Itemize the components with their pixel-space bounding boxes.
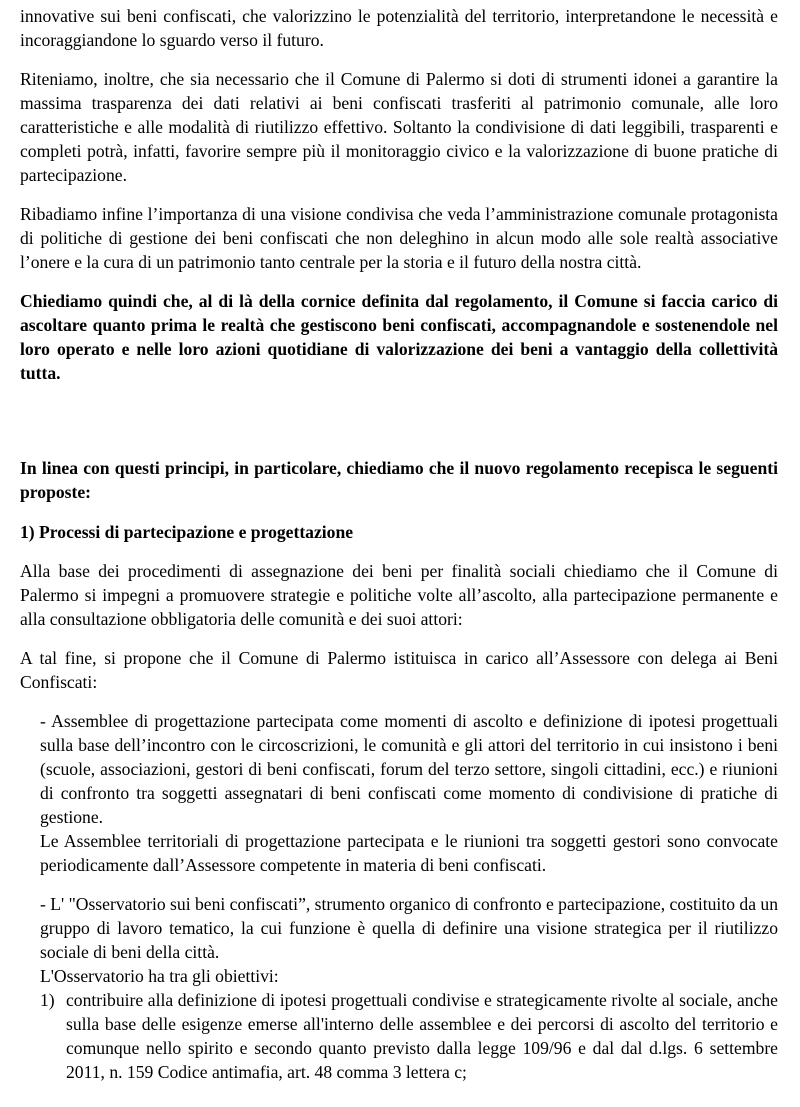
paragraph-visione: Ribadiamo infine l’importanza di una visione condivisa che veda l’amministrazione comunale protagonista di politiche di gestione dei beni confiscati che non deleghino in alcun modo alle sole realtà associative l’onere e la cura di un patrimonio tanto centrale per la storia e il futuro della nostra città.	[20, 204, 778, 272]
paragraph-osservatorio: - L' "Osservatorio sui beni confiscati”, strumento organico di confronto e partecipazione, costituito da un gruppo di lavoro tematico, la cui funzione è quella di definire una visione strategica per il riutilizzo sociale di beni della città.	[40, 894, 779, 962]
paragraph-intro-tail: innovative sui beni confiscati, che valorizzino le potenzialità del territorio, interpretandone le necessità e incoraggiandone lo sguardo verso il futuro.	[20, 6, 778, 50]
paragraph-assemblee: - Assemblee di progettazione partecipata come momenti di ascolto e definizione di ipotesi progettuali sulla base dell’incontro con le circoscrizioni, le comunità e gli attori del territorio in cui insistono i beni (scuole, associazioni, gestori di beni confiscati, forum del terzo settore, singoli cittadini, ecc.) e riunioni di confronto tra soggetti assegnatari di beni confiscati come momento di condivisione di pratiche di gestione.	[40, 711, 778, 827]
list-item	[40, 988, 778, 1084]
list-item-number: 1)	[40, 990, 55, 1010]
paragraph-richiesta: Chiediamo quindi che, al di là della cornice definita dal regolamento, il Comune si faccia carico di ascoltare quanto prima le realtà che gestiscono beni confiscati, accompagnandole e sostenendole nel loro operato e nelle loro azioni quotidiane di valorizzazione dei beni a vantaggio della collettività tutta.	[20, 291, 778, 383]
paragraph-proposte: In linea con questi principi, in particolare, chiediamo che il nuovo regolamento recepisca le seguenti proposte:	[20, 458, 778, 502]
section-1-title: 1) Processi di partecipazione e progettazione	[20, 522, 354, 542]
paragraph-obiettivi: L'Osservatorio ha tra gli obiettivi:	[40, 966, 279, 986]
paragraph-trasparenza: Riteniamo, inoltre, che sia necessario che il Comune di Palermo si doti di strumenti idonei a garantire la massima trasparenza dei dati relativi ai beni confiscati trasferiti al patrimonio comunale, alle loro caratteristiche e alle modalità di riutilizzo effettivo. Soltanto la condivisione di dati leggibili, trasparenti e completi potrà, infatti, favorire sempre più il monitoraggio civico e la valorizzazione di buone pratiche di partecipazione.	[20, 69, 778, 185]
paragraph-assemblee-convocazione: Le Assemblee territoriali di progettazione partecipata e le riunioni tra soggetti gestori sono convocate periodicamente dall’Assessore competente in materia di beni confiscati.	[40, 831, 778, 875]
paragraph-base: Alla base dei procedimenti di assegnazione dei beni per finalità sociali chiediamo che il Comune di Palermo si impegni a promuovere strategie e politiche volte all’ascolto, alla partecipazione permanente e alla consultazione obbligatoria delle comunità e dei suoi attori:	[20, 561, 778, 629]
list-item-text: contribuire alla definizione di ipotesi progettuali condivise e strategicamente rivolte al sociale, anche sulla base delle esigenze emerse all'interno delle assemblee e dei percorsi di ascolto del territorio e comunque nello spirito e secondo quanto previsto dalla legge 109/96 e dal dal d.lgs. 6 settembre 2011, n. 159 Codice antimafia, art. 48 comma 3 lettera c;	[66, 990, 778, 1082]
paragraph-fine: A tal fine, si propone che il Comune di Palermo istituisca in carico all’Assessore con delega ai Beni Confiscati:	[20, 648, 778, 692]
